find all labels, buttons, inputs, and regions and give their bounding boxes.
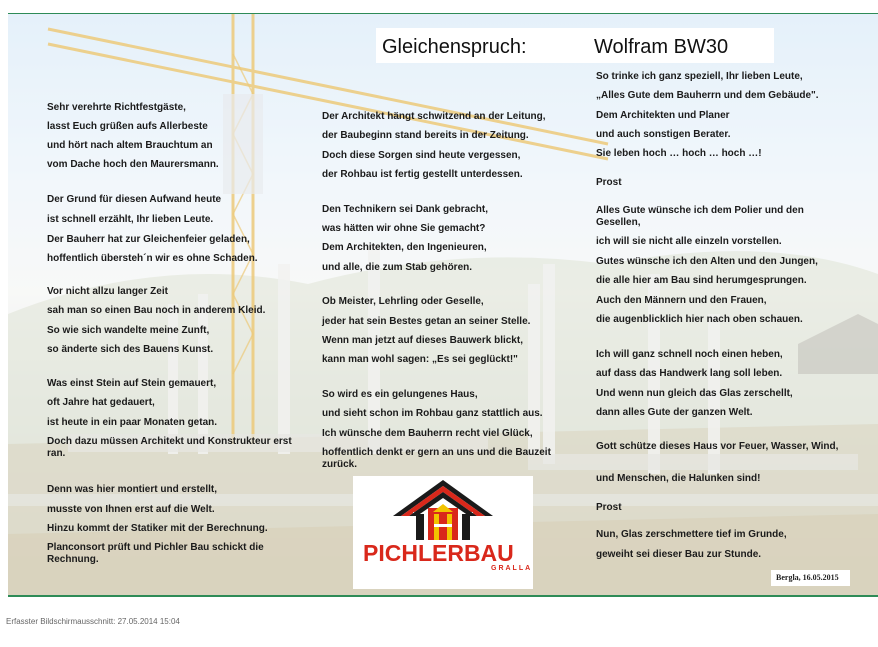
logo-wordmark: PICHLERBAU bbox=[363, 540, 514, 566]
verse-line: So wie sich wandelte meine Zunft, bbox=[47, 325, 210, 336]
verse-line: und alle, die zum Stab gehören. bbox=[322, 262, 473, 273]
verse-line: Dem Architekten und Planer bbox=[596, 110, 730, 121]
verse-line: lasst Euch grüßen aufs Allerbeste bbox=[47, 121, 208, 132]
title-label: Gleichenspruch: bbox=[382, 36, 527, 58]
verse-line: Planconsort prüft und Pichler Bau schickt die Rechnung. bbox=[47, 542, 264, 565]
verse-line: und Menschen, die Halunken sind! bbox=[596, 473, 761, 484]
verse-line: Nun, Glas zerschmettere tief im Grunde, bbox=[596, 529, 787, 540]
verse-line: Doch dazu müssen Architekt und Konstrukteur erst ran. bbox=[47, 436, 292, 459]
verse-line: Der Bauherr hat zur Gleichenfeier geladen, bbox=[47, 234, 250, 245]
verse-line: musste von Ihnen erst auf die Welt. bbox=[47, 504, 215, 515]
company-logo bbox=[353, 476, 533, 589]
verse-line: Sie leben hoch … hoch … hoch …! bbox=[596, 148, 762, 159]
verse-line: die alle hier am Bau sind herumgesprungen. bbox=[596, 275, 807, 286]
verse-line: Vor nicht allzu langer Zeit bbox=[47, 286, 168, 297]
verse-line: Gutes wünsche ich den Alten und den Jungen, bbox=[596, 256, 818, 267]
verse-line: und auch sonstigen Berater. bbox=[596, 129, 731, 140]
verse-line: Ich will ganz schnell noch einen heben, bbox=[596, 349, 783, 360]
capture-caption: Erfasster Bildschirmausschnitt: 27.05.2014 15:04 bbox=[6, 617, 180, 626]
logo-subtitle: GRALLA bbox=[491, 565, 533, 572]
verse-line: Und wenn nun gleich das Glas zerschellt, bbox=[596, 388, 793, 399]
poster bbox=[8, 4, 878, 604]
verse-line: Sehr verehrte Richtfestgäste, bbox=[47, 102, 186, 113]
verse-line: Ich wünsche dem Bauherrn recht viel Glück, bbox=[322, 428, 533, 439]
verse-line: Prost bbox=[596, 502, 622, 513]
verse-line: Hinzu kommt der Statiker mit der Berechnung. bbox=[47, 523, 268, 534]
verse-line: geweiht sei dieser Bau zur Stunde. bbox=[596, 549, 762, 560]
verse-line: hoffentlich denkt er gern an uns und die Bauzeit zurück. bbox=[322, 447, 551, 470]
verse-line: jeder hat sein Bestes getan an seiner Stelle. bbox=[322, 316, 531, 327]
verse-line: die augenblicklich hier nach oben schauen. bbox=[596, 314, 803, 325]
verse-line: „Alles Gute dem Bauherrn und dem Gebäude". bbox=[596, 90, 819, 101]
verse-line: und sieht schon im Rohbau ganz stattlich aus. bbox=[322, 408, 543, 419]
verse-line: so änderte sich des Bauens Kunst. bbox=[47, 344, 214, 355]
verse-line: der Baubeginn stand bereits in der Zeitung. bbox=[322, 130, 529, 141]
verse-line: hoffentlich übersteh´n wir es ohne Schaden. bbox=[47, 253, 258, 264]
verse-line: kann man wohl sagen: „Es sei geglückt!" bbox=[322, 354, 518, 365]
verse-line: vom Dache hoch den Maurersmann. bbox=[47, 159, 219, 170]
verse-line: Der Grund für diesen Aufwand heute bbox=[47, 194, 222, 205]
verse-line: auf dass das Handwerk lang soll leben. bbox=[596, 368, 783, 379]
verse-line: Der Architekt hängt schwitzend an der Leitung, bbox=[322, 111, 546, 122]
verse-line: der Rohbau ist fertig gestellt unterdessen. bbox=[322, 169, 523, 180]
verse-line: Alles Gute wünsche ich dem Polier und den Gesellen, bbox=[596, 205, 804, 228]
verse-line: So trinke ich ganz speziell, Ihr lieben Leute, bbox=[596, 71, 803, 82]
bottom-rule bbox=[8, 595, 878, 597]
verse-line: ist schnell erzählt, Ihr lieben Leute. bbox=[47, 214, 214, 225]
verse-line: Auch den Männern und den Frauen, bbox=[596, 295, 767, 306]
verse-line: Ob Meister, Lehrling oder Geselle, bbox=[322, 296, 484, 307]
signature-text: Bergla, 16.05.2015 bbox=[776, 573, 839, 582]
verse-line: sah man so einen Bau noch in anderem Kleid. bbox=[47, 305, 266, 316]
verse-line: ist heute in ein paar Monaten getan. bbox=[47, 417, 218, 428]
verse-line: Den Technikern sei Dank gebracht, bbox=[322, 204, 488, 215]
title-name: Wolfram BW30 bbox=[594, 36, 729, 58]
verse-line: dann alles Gute der ganzen Welt. bbox=[596, 407, 753, 418]
verse-line: Prost bbox=[596, 177, 622, 188]
verse-line: Denn was hier montiert und erstellt, bbox=[47, 484, 218, 495]
verse-line: Wenn man jetzt auf dieses Bauwerk blickt, bbox=[322, 335, 523, 346]
verse-line: oft Jahre hat gedauert, bbox=[47, 397, 155, 408]
verse-line: ich will sie nicht alle einzeln vorstellen. bbox=[596, 236, 782, 247]
verse-line: Dem Architekten, den Ingenieuren, bbox=[322, 242, 487, 253]
verse-line: und hört nach altem Brauchtum an bbox=[47, 140, 213, 151]
verse-line: Gott schütze dieses Haus vor Feuer, Wasser, Wind, bbox=[596, 441, 839, 452]
house-logo-icon bbox=[353, 476, 533, 542]
signature-box bbox=[771, 570, 850, 586]
verse-line: Doch diese Sorgen sind heute vergessen, bbox=[322, 150, 521, 161]
verse-line: Was einst Stein auf Stein gemauert, bbox=[47, 378, 217, 389]
verse-line: was hätten wir ohne Sie gemacht? bbox=[322, 223, 486, 234]
verse-line: So wird es ein gelungenes Haus, bbox=[322, 389, 478, 400]
